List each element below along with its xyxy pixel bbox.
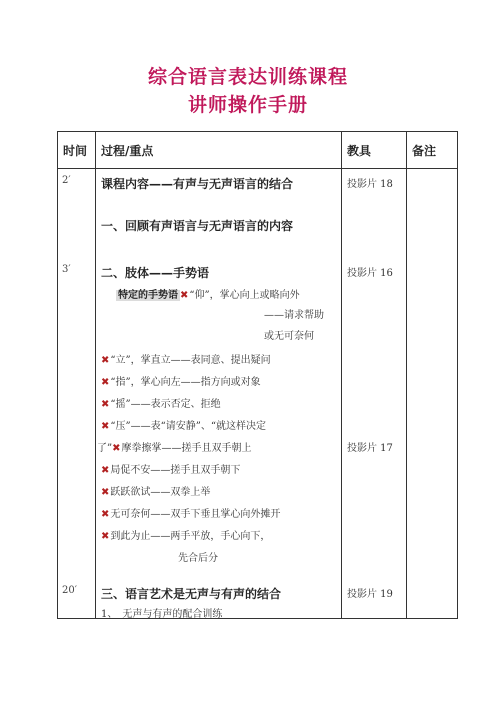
header-tool: 教具: [342, 132, 407, 169]
section-2-heading: 二、肢体——手势语: [101, 266, 210, 280]
cross-marker-icon: ✖: [101, 465, 110, 476]
time-value: 2′: [62, 175, 71, 186]
course-content-heading: 课程内容——有声与无声语言的结合: [101, 177, 294, 191]
cross-marker-icon: ✖: [112, 443, 121, 454]
cross-marker-icon: ✖: [101, 531, 110, 542]
course-table: [57, 131, 458, 619]
cross-marker-icon: ✖: [101, 399, 110, 410]
gesture-line: ✖“压”——表“请安静”、“就这样决定: [101, 421, 266, 432]
time-column: [58, 169, 95, 618]
header-note: 备注: [407, 132, 458, 169]
cross-marker-icon: ✖: [101, 377, 110, 388]
gesture-line: ✖“指”，掌心向左——指方向或对象: [101, 377, 261, 388]
gesture-line: 先合后分: [178, 553, 218, 564]
gesture-line: ✖“摇”——表示否定、拒绝: [101, 399, 221, 410]
gesture-line: ✖局促不安——搓手且双手朝下: [101, 465, 241, 476]
table-header-row: [58, 132, 458, 169]
cross-marker-icon: ✖: [101, 487, 110, 498]
time-value: 3′: [62, 264, 71, 275]
section-1-heading: 一、回顾有声语言与无声语言的内容: [101, 219, 294, 233]
time-value: 20′: [62, 585, 77, 596]
slide-ref: 投影片 18: [347, 179, 393, 190]
header-process: 过程/重点: [96, 132, 342, 169]
gesture-line: ——请求帮助: [264, 310, 324, 321]
gesture-line: 或无可奈何: [264, 331, 314, 342]
note-column: [407, 169, 457, 618]
slide-ref: 投影片 17: [347, 443, 393, 454]
cross-marker-icon: ✖: [101, 509, 110, 520]
gesture-line: 了”✖摩拳擦掌——搓手且双手朝上: [97, 443, 252, 454]
gesture-line: ✖跃跃欲试——双拳上举: [101, 487, 211, 498]
table-row: [58, 169, 458, 619]
gesture-line: ✖“立”，掌直立——表同意、提出疑问: [101, 355, 271, 366]
section-3-item: 1、 无声与有声的配合训练: [101, 609, 223, 620]
tool-column: [342, 169, 406, 618]
header-time: 时间: [58, 132, 96, 169]
slide-ref: 投影片 16: [347, 268, 393, 279]
document-subtitle: 讲师操作手册: [187, 94, 308, 116]
section-3-heading: 三、语言艺术是无声与有声的结合: [101, 587, 282, 601]
highlight-label: 特定的手势语: [118, 290, 178, 301]
cross-marker-icon: ✖: [101, 421, 110, 432]
process-column: [96, 169, 341, 618]
document-title: 综合语言表达训练课程: [147, 66, 348, 88]
cross-marker-icon: ✖: [180, 290, 189, 301]
gesture-line: ✖到此为止——两手平放，手心向下，: [101, 531, 271, 542]
gesture-line: ✖无可奈何——双手下垂且掌心向外摊开: [101, 509, 281, 520]
gesture-line: 特定的手势语 ✖“仰”，掌心向上或略向外: [118, 290, 300, 301]
cross-marker-icon: ✖: [101, 355, 110, 366]
slide-ref: 投影片 19: [347, 589, 393, 600]
